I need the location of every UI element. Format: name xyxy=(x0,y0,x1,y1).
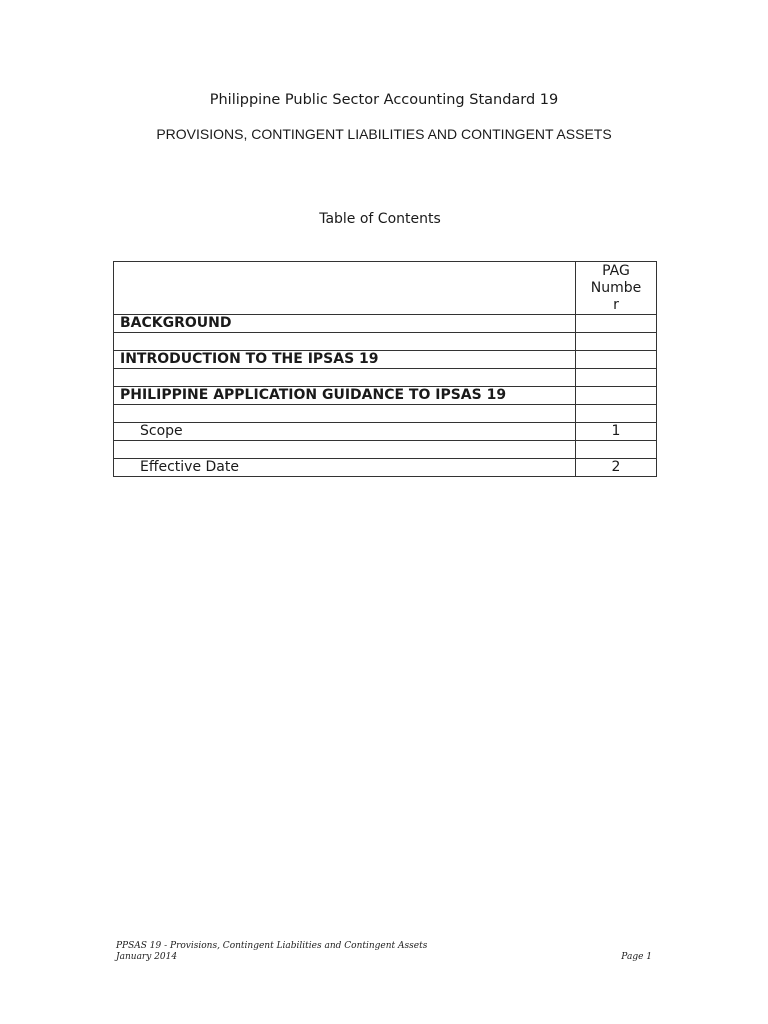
toc-header-page-label-2: Numbe xyxy=(590,280,642,296)
toc-spacer-cell xyxy=(576,369,657,387)
toc-entry-page: 1 xyxy=(576,423,657,441)
page-footer xyxy=(116,941,652,963)
toc-header-page-label-3: r xyxy=(613,297,619,313)
toc-entry-title[interactable]: Scope xyxy=(114,423,576,441)
toc-spacer-row xyxy=(114,369,657,387)
toc-entry-title[interactable]: INTRODUCTION TO THE IPSAS 19 xyxy=(114,351,576,369)
footer-page-number: Page 1 xyxy=(621,952,652,962)
toc-spacer-cell xyxy=(114,369,576,387)
toc-entry-page xyxy=(576,387,657,405)
toc-spacer-row xyxy=(114,405,657,423)
toc-header-title-cell xyxy=(114,262,576,315)
toc-header-page-label-1: PAG xyxy=(602,263,630,279)
document-title: Philippine Public Sector Accounting Standard 19 xyxy=(209,92,559,108)
toc-spacer-cell xyxy=(114,405,576,423)
toc-spacer-row xyxy=(114,333,657,351)
footer-date: January 2014 xyxy=(116,952,178,962)
toc-header-row xyxy=(114,262,657,315)
toc-entry-title[interactable]: Effective Date xyxy=(114,459,576,477)
toc-heading: Table of Contents xyxy=(319,211,441,227)
toc-spacer-cell xyxy=(576,405,657,423)
toc-spacer-cell xyxy=(114,441,576,459)
toc-entry-page: 2 xyxy=(576,459,657,477)
toc-row-effective-date[interactable] xyxy=(114,459,657,477)
toc-row-application-guidance[interactable] xyxy=(114,387,657,405)
toc-row-introduction[interactable] xyxy=(114,351,657,369)
toc-table xyxy=(113,261,657,477)
toc-spacer-cell xyxy=(576,333,657,351)
toc-spacer-cell xyxy=(576,441,657,459)
toc-spacer-row xyxy=(114,441,657,459)
toc-row-scope[interactable] xyxy=(114,423,657,441)
toc-row-background[interactable] xyxy=(114,315,657,333)
document-subtitle: PROVISIONS, CONTINGENT LIABILITIES AND CONTINGENT ASSETS xyxy=(156,126,612,142)
toc-entry-title[interactable]: PHILIPPINE APPLICATION GUIDANCE TO IPSAS 19 xyxy=(114,387,576,405)
footer-document-name: PPSAS 19 - Provisions, Contingent Liabilities and Contingent Assets xyxy=(116,941,428,951)
toc-entry-title[interactable]: BACKGROUND xyxy=(114,315,576,333)
toc-entry-page xyxy=(576,315,657,333)
toc-spacer-cell xyxy=(114,333,576,351)
toc-entry-page xyxy=(576,351,657,369)
toc-header-page-cell xyxy=(576,262,657,315)
